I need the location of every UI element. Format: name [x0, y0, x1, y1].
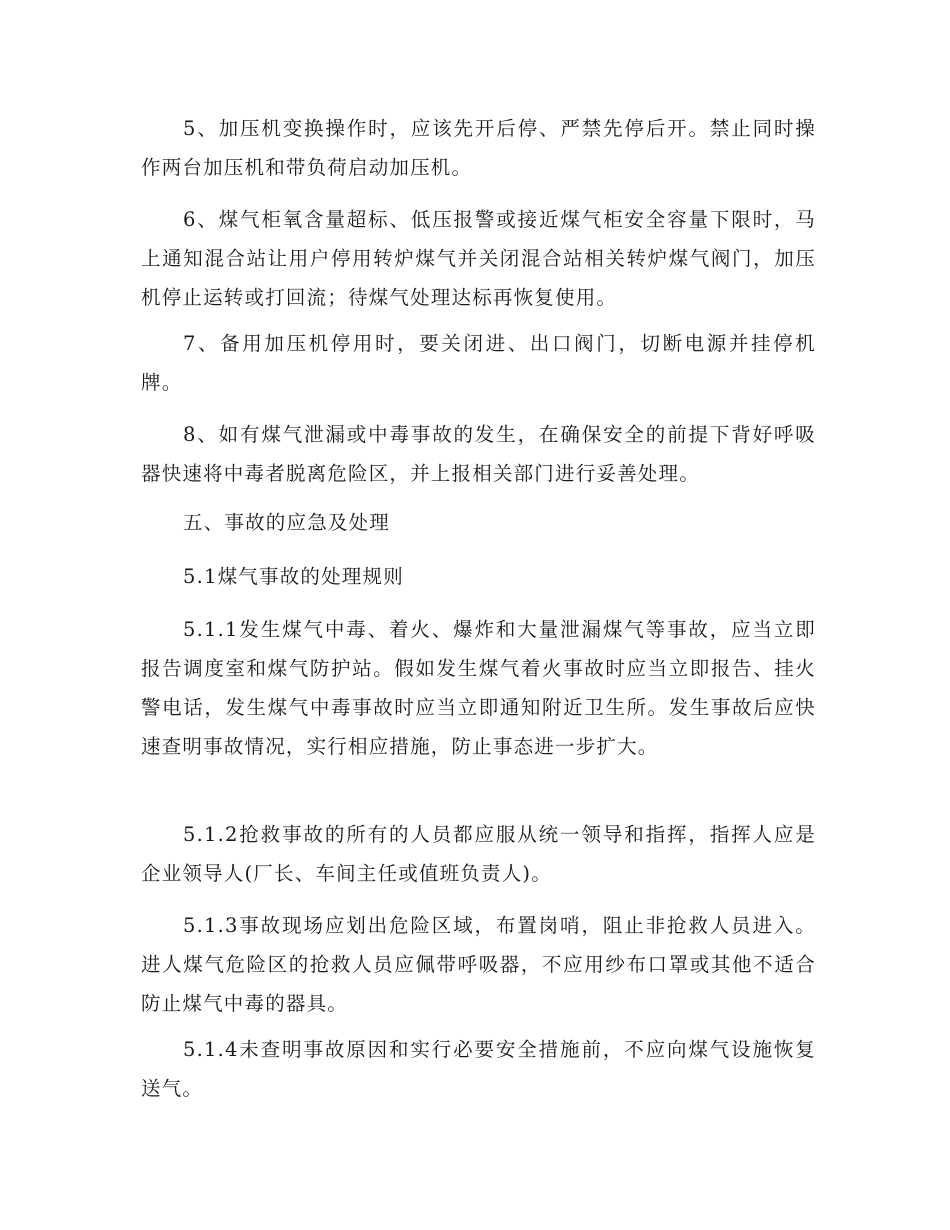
paragraph-item-5: 5、加压机变换操作时，应该先开后停、严禁先停后开。禁止同时操作两台加压机和带负荷启动加压机。 [141, 117, 816, 179]
rule-5-1-1: 5.1.1发生煤气中毒、着火、爆炸和大量泄漏煤气等事故，应当立即报告调度室和煤气防护站。假如发生煤气着火事故时应当立即报告、挂火警电话，发生煤气中毒事故时应当立即通知附近卫生所。发生事故后应快速查明事故情况，实行相应措施，防止事态进一步扩大。 [141, 618, 816, 758]
section-heading: 五、事故的应急及处理 [183, 511, 391, 534]
paragraph-item-7: 7、备用加压机停用时，要关闭进、出口阀门，切断电源并挂停机牌。 [141, 332, 816, 394]
rule-5-1-4: 5.1.4未查明事故原因和实行必要安全措施前，不应向煤气设施恢复送气。 [141, 1038, 816, 1100]
subsection-heading: 5.1煤气事故的处理规则 [183, 565, 404, 588]
rule-5-1-2: 5.1.2抢救事故的所有的人员都应服从统一领导和指挥，指挥人应是企业领导人(厂长、车间主任或值班负责人)。 [141, 823, 816, 885]
paragraph-item-8: 8、如有煤气泄漏或中毒事故的发生，在确保安全的前提下背好呼吸器快速将中毒者脱离危险区，并上报相关部门进行妥善处理。 [141, 423, 816, 485]
rule-5-1-3: 5.1.3事故现场应划出危险区域，布置岗哨，阻止非抢救人员进入。进人煤气危险区的抢救人员应佩带呼吸器，不应用纱布口罩或其他不适合防止煤气中毒的器具。 [141, 914, 816, 1015]
paragraph-item-6: 6、煤气柜氧含量超标、低压报警或接近煤气柜安全容量下限时，马上通知混合站让用户停用转炉煤气并关闭混合站相关转炉煤气阀门，加压机停止运转或打回流；待煤气处理达标再恢复使用。 [141, 208, 816, 309]
